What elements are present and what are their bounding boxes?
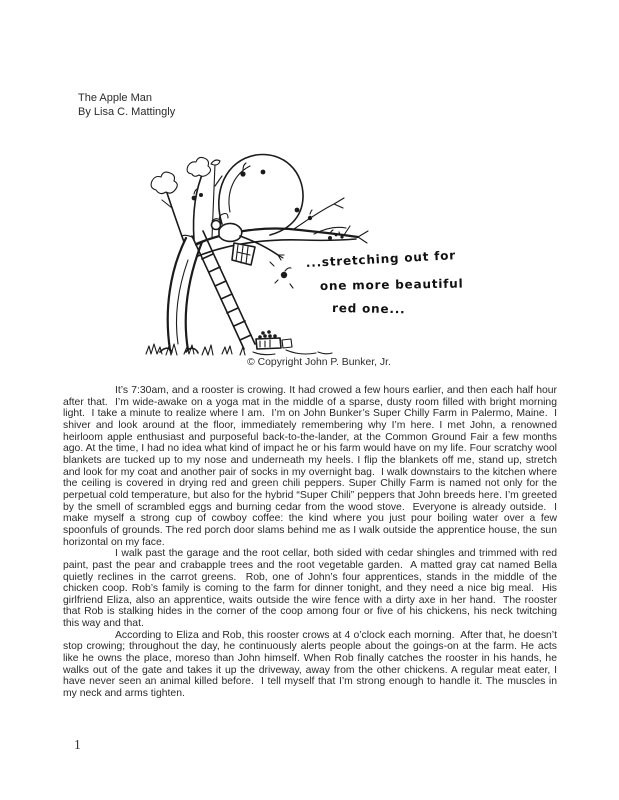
copyright-credit: © Copyright John P. Bunker, Jr. <box>247 357 391 368</box>
tree-trunk <box>160 238 202 353</box>
caption-line-3: red one... <box>331 301 406 317</box>
leaf-clusters <box>151 158 220 194</box>
caption-line-2: one more beautiful <box>319 276 464 293</box>
apple-crate <box>256 330 292 349</box>
story-header <box>78 92 175 119</box>
story-paragraph-1: It’s 7:30am, and a rooster is crowing. It had crowed a few hours earlier, and then each half hour after that. I’m wide-awake on a yoga mat in the middle of a sparse, dusty room filled with bright morning light. I take a minute to realize where I am. I’m on John Bunker’s Super Chilly Farm in Palermo, Maine. I shiver and look around at the floor, immediately remembering why I’m here. I met John, a renowned heirloom apple enthusiast and purposeful back-to-the-lander, at the Common Ground Fair a few months ago. At the time, I had no idea what kind of impact he or his farm would have on my life. Four scratchy wool blankets are tucked up to my nose and underneath my heels. I flip the blankets off me, stand up, stretch and look for my coat and another pair of socks in my overnight bag. I walk downstairs to the kitchen where the ceiling is covered in drying red and green chili peppers. Super Chilly Farm is named not only for the perpetual cold temperature, but also for the hybrid “Super Chili” peppers that John breeds here. I’m greeted by the smell of scrambled eggs and burning cedar from the wood stove. Everyone is already outside. I make myself a strong cup of cowboy coffee: the kind where you just pour boiling water over a few spoonfuls of grounds. The red porch door slams behind me as I walk outside the apprentice house, the sun horizontal on my face. <box>63 385 560 548</box>
apple-tree-sketch <box>118 146 520 356</box>
story-paragraph-2: I walk past the garage and the root cellar, both sided with cedar shingles and trimmed with red paint, past the pear and crabapple trees and the root vegetable garden. A matted gray cat named Bella quietly reclines in the carrot greens. Rob, one of John’s four apprentices, stands in the middle of the chicken coop. Rob’s family is coming to the farm for dinner tonight, and they need a nice big meal. His girlfriend Eliza, also an apprentice, waits outside the wire fence with a dirty axe in her hand. The rooster that Rob is stalking hides in the corner of the coop among four or five of his chickens, his neck twitching this way and that. <box>63 548 560 630</box>
page-number: 1 <box>74 737 81 752</box>
falling-apple <box>270 262 293 288</box>
grass <box>146 344 332 355</box>
story-byline: By Lisa C. Mattingly <box>78 105 176 118</box>
story-paragraph-3: According to Eliza and Rob, this rooster crows at 4 o’clock each morning. After that, he doesn’t stop crowing; throughout the day, he continuously alerts people about the goings-on at the farm. He acts like he owns the place, moreso than John himself. When Rob finally catches the rooster in his hands, he walks out of the gate and takes it up the driveway, away from the other chickens. A regular meat eater, I have never seen an animal killed before. I tell myself that I’m strong enough to handle it. The muscles in my neck and arms tighten. <box>63 629 560 700</box>
caption-line-1: ...stretching out for <box>305 248 457 270</box>
handwritten-caption <box>305 248 463 316</box>
apple-basket <box>232 243 255 265</box>
story-title: The Apple Man <box>78 92 152 104</box>
story-body <box>63 385 560 700</box>
apple-tree-illustration <box>118 146 520 374</box>
